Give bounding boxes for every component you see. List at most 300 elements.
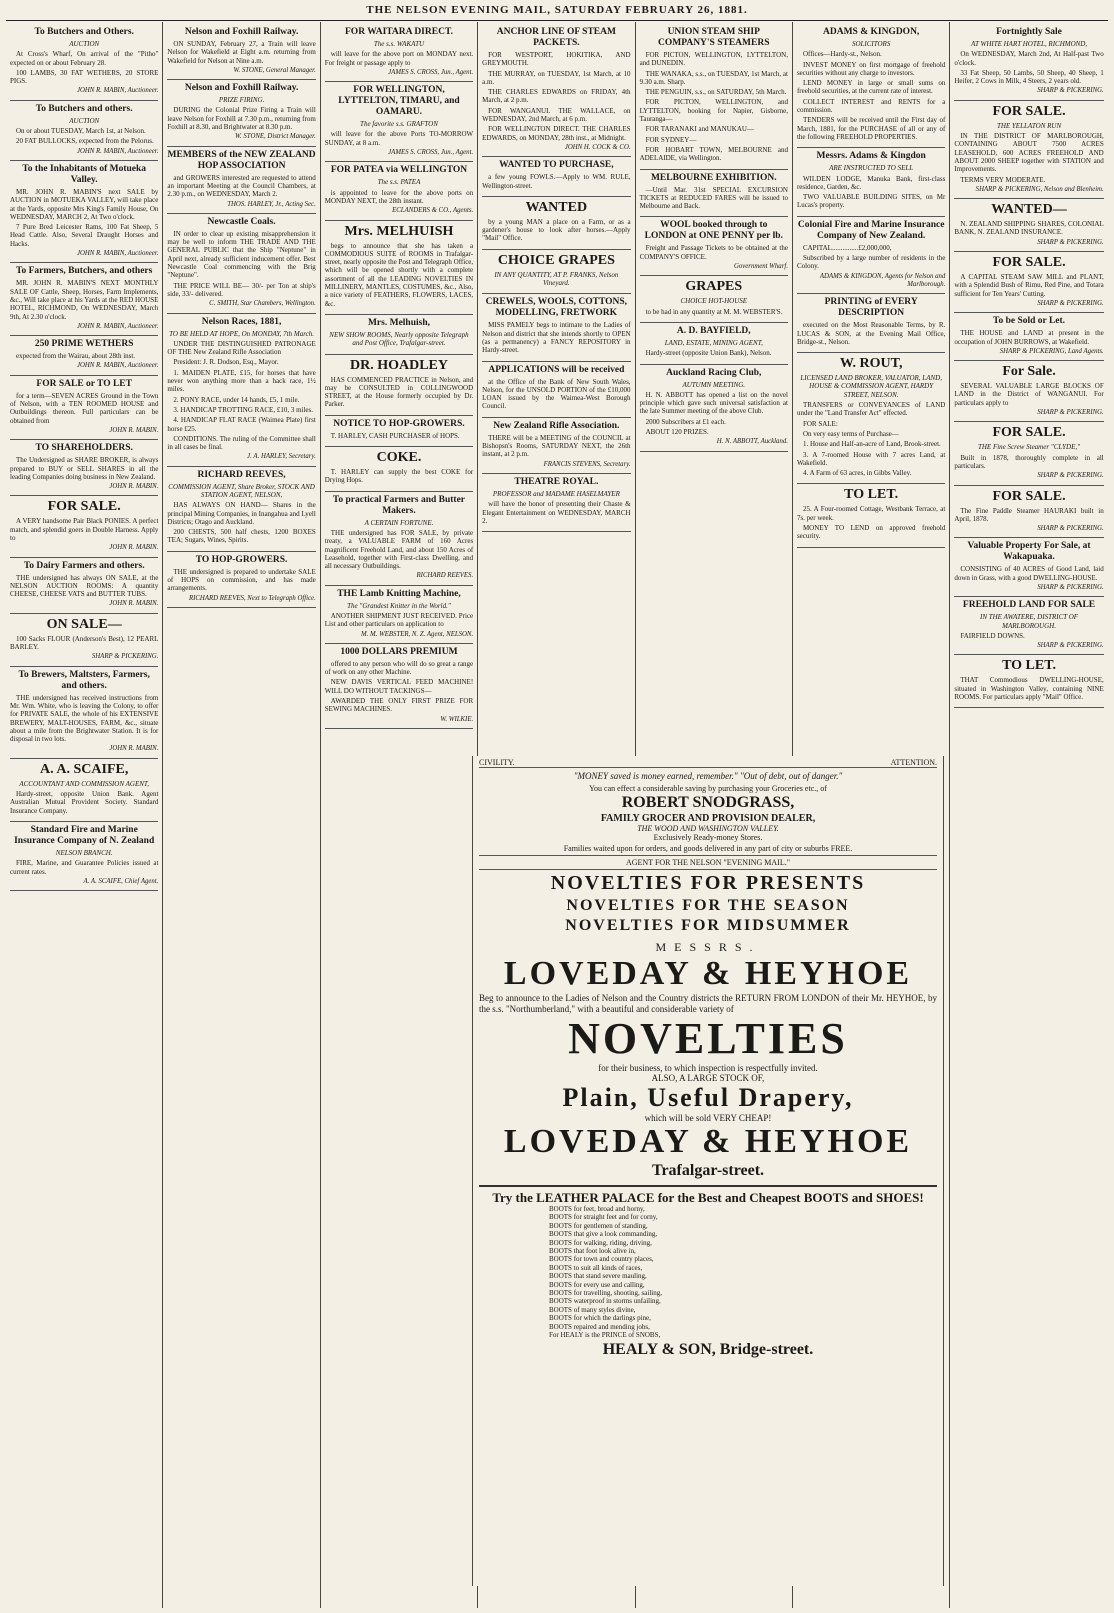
- grocer-place: THE WOOD AND WASHINGTON VALLEY.: [637, 824, 779, 833]
- advertisement: [640, 323, 788, 365]
- ad-signature: JOHN R. MABIN, Auctioneer.: [76, 87, 159, 95]
- ad-text: —Until Mar. 31st SPECIAL EXCURSION TICKETS at REDUCED FARES will be issued to Melbourne and Back.: [639, 185, 788, 211]
- ad-text: THE PRICE WILL BE— 30/- per Ton at ship's side, 33/- delivered.: [167, 281, 316, 298]
- ad-title: WANTED: [525, 199, 588, 215]
- ad-subtitle: CHOICE HOT-HOUSE: [680, 297, 748, 306]
- ad-signature: JOHN R. MABIN.: [109, 426, 159, 434]
- advertisement: [482, 250, 630, 295]
- boots-line: BOOTS for gentlemen of standing,: [549, 1221, 648, 1230]
- ad-text: 3. HANDICAP TROTTING RACE, £10, 3 miles.: [173, 405, 314, 414]
- ad-text: FOR PICTON, WELLINGTON, and LYTTELTON, booking for Napier, Gisborne, Tauranga—: [639, 98, 788, 124]
- ad-title: TO SHAREHOLDERS.: [35, 443, 133, 454]
- advertisement: [640, 365, 788, 452]
- ad-text: Hardy-street, opposite Union Bank. Agent Australian Mutual Provident Society. Standard Insurance Company.: [10, 790, 159, 815]
- ad-title: RICHARD REEVES,: [197, 469, 286, 480]
- ad-text: TENDERS will be received until the First day of March, 1881, for the PURCHASE of all or any of the following FREEHOLD PROPERTIES.: [796, 116, 946, 141]
- ad-title: FREEHOLD LAND FOR SALE: [962, 600, 1096, 611]
- advertisement: [797, 148, 945, 216]
- ad-subtitle: ARE INSTRUCTED TO SELL: [829, 164, 914, 173]
- advertisement: [167, 552, 315, 608]
- ad-text: THE HOUSE and LAND at present in the occupation of JOHN BURROWS, at Wakefield.: [954, 329, 1104, 346]
- ad-text: will leave for the above Ports TO-MORROW SUNDAY, at 8 a.m.: [324, 130, 474, 147]
- boots-line: BOOTS for which the darlings pine,: [549, 1314, 651, 1323]
- ad-signature: JOHN R. MABIN, Auctioneer.: [76, 250, 159, 258]
- ad-signature: JOHN R. MABIN.: [109, 544, 159, 552]
- firm-name-2: LOVEDAY & HEYHOE: [503, 1123, 913, 1160]
- ad-subtitle: AUCTION: [69, 40, 100, 48]
- ad-text: 100 Sacks FLOUR (Anderson's Best), 12 PEARL BARLEY.: [10, 634, 159, 652]
- ad-title: Nelson and Foxhill Railway.: [184, 83, 299, 94]
- ad-text: THE PENGUIN, s.s., on SATURDAY, 5th March.: [645, 88, 787, 97]
- ad-subtitle: THE Fine Screw Steamer "CLYDE,": [977, 443, 1081, 452]
- advertisement: [325, 492, 473, 586]
- ad-signature: JOHN R. MABIN.: [109, 600, 159, 608]
- ad-title: To Farmers, Butchers, and others: [16, 266, 153, 277]
- novelties-presents: NOVELTIES FOR PRESENTS: [550, 872, 866, 894]
- boots-line: BOOTS for town and country places,: [549, 1255, 654, 1264]
- ad-subtitle: IN THE AWATERE, DISTRICT OF MARLBOROUGH.: [979, 613, 1079, 630]
- ad-text: 2. PONY RACE, under 14 hands, £5, 1 mile.: [173, 395, 300, 404]
- ad-text: MISS PAMELY begs to intimate to the Ladies of Nelson and district that she intends shortly to OPEN (as a permanency) a FANCY REPOSITORY in Hardy-street.: [482, 321, 631, 355]
- boots-line: BOOTS waterproof in storms unfailing,: [549, 1297, 661, 1306]
- ad-title: UNION STEAM SHIP COMPANY'S STEAMERS: [658, 27, 770, 48]
- advertisement: [325, 315, 473, 355]
- ad-title: Nelson Races, 1881,: [201, 316, 282, 327]
- firm-street: Trafalgar-street.: [651, 1162, 765, 1179]
- ad-text: THE undersigned has always ON SALE, at the NELSON AUCTION ROOMS: A quantity CHEESE, CHEESE VATS and BUTTER TUBS.: [10, 573, 159, 599]
- novelties-headline: NOVELTIES: [568, 1014, 848, 1063]
- ad-signature: C. SMITH, Star Chambers, Wellington.: [209, 300, 316, 308]
- advertisement: [954, 538, 1103, 597]
- ad-text: THE CHARLES EDWARDS on FRIDAY, 4th March, at 2 p.m.: [482, 88, 631, 105]
- ad-subtitle: AUCTION: [69, 116, 100, 125]
- ad-signature: JOHN R. MABIN, Auctioneer.: [76, 147, 159, 155]
- ad-text: CONDITIONS. The ruling of the Committee shall in all cases be final.: [167, 434, 316, 452]
- advertisement: [482, 157, 630, 197]
- ad-text: HAS ALWAYS ON HAND— Shares in the principal Mining Companies, in Inangahua and Lyell Districts; Otago and Auckland.: [167, 501, 316, 526]
- ad-subtitle: TO BE HELD AT HOPE, On MONDAY, 7th March.: [169, 329, 315, 338]
- ad-text: TERMS VERY MODERATE.: [960, 175, 1046, 184]
- ad-text: FAIRFIELD DOWNS.: [960, 631, 1025, 640]
- ad-text: FOR SALE:: [802, 419, 838, 428]
- drapery-headline: Plain, Useful Drapery,: [562, 1083, 854, 1112]
- advertisement: [954, 422, 1103, 485]
- ad-signature: SHARP & PICKERING.: [1037, 87, 1104, 95]
- ad-text: a few young FOWLS.—Apply to WM. RULE, Wellington-street.: [482, 173, 631, 190]
- ad-title: Mrs. Melhuish,: [367, 317, 430, 328]
- ad-title: FOR PATEA via WELLINGTON: [330, 165, 468, 176]
- ad-signature: JOHN R. MABIN, Auctioneer.: [76, 362, 159, 370]
- advertisement: [640, 276, 788, 323]
- ad-text: ANOTHER SHIPMENT JUST RECEIVED. Price List and other particulars on application to: [324, 611, 474, 629]
- ad-text: On or about TUESDAY, March 1st, at Nelson.: [16, 127, 146, 136]
- ad-text: ABOUT 120 PRIZES.: [645, 428, 709, 437]
- ad-text: SEVERAL VALUABLE LARGE BLOCKS OF LAND in the District of WANGANUI. For particulars apply to: [954, 382, 1104, 407]
- ad-text: INVEST MONEY on first mortgage of freehold securities without any charge to investors.: [796, 60, 946, 77]
- healy-signature: HEALY & SON, Bridge-street.: [602, 1340, 814, 1358]
- ad-text: THERE will be a MEETING of the COUNCIL at Bishopsn's Rooms, SATURDAY NEXT, the 26th instant, at 2 p.m.: [482, 433, 631, 459]
- ad-text: executed on the Most Reasonable Terms, by R. LUCAS & SON, at the Evening Mail Office, Bridge-st., Nelson.: [796, 321, 946, 346]
- ad-text: FOR SYDNEY—: [645, 135, 697, 144]
- ad-title: To be Sold or Let.: [993, 316, 1066, 327]
- ad-text: TRANSFERS or CONVEYANCES of LAND under the "Land Transfer Act" effected.: [796, 401, 946, 418]
- ad-subtitle: LICENSED LAND BROKER, VALUATOR, LAND, HOUSE & COMMISSION AGENT, HARDY STREET, NELSON.: [800, 374, 942, 399]
- ad-text: FIRE, Marine, and Guarantee Policies issued at current rates.: [10, 859, 159, 876]
- ad-subtitle: AT WHITE HART HOTEL, RICHMOND,: [970, 40, 1088, 48]
- ad-title: To Brewers, Maltsters, Farmers, and others.: [18, 669, 150, 691]
- ad-subtitle: THE YELLATON RUN: [996, 121, 1062, 130]
- ad-subtitle: The s.s. PATEA: [377, 178, 421, 187]
- advertisement: [954, 101, 1103, 199]
- advertisement: [797, 353, 945, 484]
- advertisement: [10, 822, 158, 891]
- advertisement: [325, 644, 473, 729]
- boots-line: For HEALY is the PRINCE of SNOBS,: [549, 1331, 661, 1340]
- ad-signature: A. A. SCAIFE, Chief Agent.: [83, 877, 159, 885]
- ad-title: FOR WELLINGTON, LYTTELTON, TIMARU, and OAMARU.: [338, 85, 460, 118]
- ad-signature: W. STONE, District Manager.: [234, 133, 316, 141]
- ad-title: To Butchers and Others.: [34, 27, 134, 37]
- ad-title: For Sale.: [1002, 364, 1056, 380]
- ad-text: WILDEN LODGE, Manuka Bank, first-class residence, Garden, &c.: [796, 174, 946, 191]
- ad-title: TO LET.: [844, 487, 899, 503]
- boots-line: BOOTS for feet, broad and horny,: [549, 1205, 645, 1213]
- ad-signature: ADAMS & KINGDON, Agents for Nelson and Marlborough.: [819, 272, 946, 288]
- advertisement: [10, 667, 158, 759]
- ad-text: COLLECT INTEREST and RENTS for a commission.: [796, 97, 946, 115]
- advertisement: [167, 467, 315, 552]
- ad-title: 1000 DOLLARS PREMIUM: [340, 646, 458, 657]
- advertisement: [482, 197, 630, 250]
- ad-text: 25. A Four-roomed Cottage, Westbank Terrace, at 7s. per week.: [796, 505, 946, 522]
- ad-text: 4. HANDICAP FLAT RACE (Waimea Plate) first horse £25.: [167, 416, 316, 433]
- grocer-note: Families waited upon for orders, and goods delivered in any part of city or suburbs FREE.: [563, 844, 853, 853]
- ad-title: CHOICE GRAPES: [497, 252, 615, 268]
- firm-announcement: Beg to announce to the Ladies of Nelson and the Country districts the RETURN FROM LONDON of their Mr. HEYHOE, by the s.s. "Northumberland," with a beautiful and considerable variety of: [479, 993, 937, 1014]
- ad-signature: H. N. ABBOTT, Auckland.: [716, 438, 788, 446]
- ad-title: TO LET.: [1002, 658, 1057, 674]
- messrs: MESSRS.: [655, 940, 761, 954]
- ad-text: AWARDED THE ONLY FIRST PRIZE FOR SEWING MACHINES.: [324, 697, 474, 714]
- column-1: [6, 22, 163, 1608]
- ad-title: Messrs. Adams & Kingdon: [816, 151, 926, 162]
- ad-signature: J. A. HARLEY, Secretary.: [247, 453, 316, 461]
- ad-signature: W. STONE, General Manager.: [233, 66, 316, 74]
- boots-line: BOOTS that foot look alive in,: [549, 1247, 636, 1256]
- ad-text: At Cross's Wharf, On arrival of the "Pitho" expected on or about February 28.: [10, 50, 159, 67]
- ad-text: and GROWERS interested are requested to attend an important Meeting at the Council Chambers, at 2.30 p.m., on WEDNESDAY, March 2.: [167, 173, 316, 199]
- advertisement: [325, 355, 473, 416]
- ad-text: UNDER THE DISTINGUISHED PATRONAGE OF THE New Zealand Rifle Association: [167, 339, 316, 357]
- advertisement: [797, 484, 945, 547]
- ad-title: A. D. BAYFIELD,: [676, 325, 751, 336]
- ad-title: FOR SALE.: [47, 499, 121, 515]
- novelties-season: NOVELTIES FOR THE SEASON: [566, 897, 850, 914]
- ad-title: APPLICATIONS will be received: [488, 364, 625, 375]
- advertisement: [482, 362, 630, 418]
- ad-text: H. N. ABBOTT has opened a list on the novel principle which gave such universal satisfaction at the late Summer meeting of the above Club.: [639, 390, 788, 416]
- ad-text: 20 FAT BULLOCKS, expected from the Pelorus.: [16, 137, 154, 146]
- ad-text: by a young MAN a place on a Farm, or as a gardener's house to look after horses.—Apply "Mail" Office.: [482, 217, 631, 243]
- ad-subtitle: A CERTAIN FORTUNE.: [364, 518, 434, 527]
- ad-signature: JOHN R. MABIN, Auctioneer.: [76, 322, 159, 330]
- ad-title: DR. HOADLEY: [349, 357, 448, 373]
- ad-text: will leave for the above port on MONDAY next. For freight or passage apply to: [324, 50, 474, 67]
- ad-subtitle: The s.s. WAKATU: [373, 40, 425, 48]
- inspection-note: for their business, to which inspection is respectfully invited.: [598, 1063, 818, 1073]
- ad-signature: JOHN H. COCK & CO.: [564, 143, 631, 151]
- ad-text: LEND MONEY in large or small sums on freehold securities, at the current rate of interest.: [796, 79, 946, 96]
- ad-title: Standard Fire and Marine Insurance Company of N. Zealand: [14, 824, 155, 846]
- ad-title: FOR SALE.: [992, 103, 1066, 119]
- ad-text: for a term—SEVEN ACRES Ground in the Town of Nelson, with a TEN ROOMED HOUSE and Outbuildings thereon. Full particulars can be obtained from: [10, 391, 159, 425]
- ad-text: CONSISTING of 40 ACRES of Good Land, laid down in Grass, with a good DWELLING-HOUSE.: [954, 565, 1104, 582]
- advertisement: [325, 221, 473, 315]
- cheap-note: which will be sold VERY CHEAP!: [644, 1113, 772, 1123]
- ad-text: 1. MAIDEN PLATE, £15, for horses that have never won anything more than a hack race, 1½ miles.: [167, 368, 316, 394]
- ad-title: THE Lamb Knitting Machine,: [337, 588, 461, 599]
- advertisement: [10, 558, 158, 614]
- ad-text: IN THE DISTRICT OF MARLBOROUGH, CONTAINING ABOUT 7500 ACRES LEASEHOLD, 600 ACRES FREEHOLD AND ABOUT 2000 SHEEP together with STATION and Improvements.: [954, 132, 1104, 174]
- advertisement: [797, 24, 945, 148]
- advertisement: [10, 336, 158, 376]
- ad-subtitle: SOLICITORS: [851, 40, 891, 48]
- advertisement: [167, 24, 315, 80]
- ad-title: Mrs. MELHUISH: [344, 223, 454, 239]
- ad-text: President: J. R. Dodson, Esq., Mayor.: [173, 358, 279, 367]
- ad-text: at the Office of the Bank of New South Wales, Nelson, for the UNSOLD PORTION of the £10,000 LOAN issued by the Waimea-West Borough Council.: [482, 377, 631, 411]
- ad-signature: SHARP & PICKERING, Nelson and Blenheim.: [975, 185, 1104, 193]
- advertisement: [954, 199, 1103, 252]
- advertisement: [10, 614, 158, 667]
- ad-text: THE undersigned is prepared to undertake SALE of HOPS on commission, and has made arrangements.: [167, 567, 316, 593]
- ad-title: Newcastle Coals.: [207, 216, 276, 227]
- ad-text: FOR WESTPORT, HOKITIKA, AND GREYMOUTH.: [482, 51, 631, 68]
- ad-text: Freight and Passage Tickets to be obtained at the COMPANY'S OFFICE.: [639, 244, 788, 261]
- ad-text: THE undersigned has FOR SALE, by private treaty, a VALUABLE FARM of 160 Acres magnificent Freehold Land, and about 150 Acres of Leasehold, together with First-class Dwelling, and all necessary Outbuildings.: [324, 528, 474, 571]
- ad-title: Colonial Fire and Marine Insurance Company of New Zealand.: [797, 219, 945, 241]
- ad-title: 250 PRIME WETHERS: [34, 339, 134, 350]
- advertisement: [797, 294, 945, 353]
- ad-signature: JOHN R. MABIN.: [109, 745, 159, 753]
- ad-title: WOOL booked through to LONDON at ONE PENNY per lb.: [644, 220, 783, 242]
- ad-title: CREWELS, WOOLS, COTTONS, MODELLING, FRETWORK: [485, 297, 628, 319]
- ad-signature: RICHARD REEVES.: [416, 572, 474, 580]
- ad-text: N. ZEALAND SHIPPING SHARES, COLONIAL BANK, N. ZEALAND INSURANCE.: [954, 220, 1104, 237]
- ad-text: MONEY TO LEND on approved freehold security.: [796, 523, 946, 541]
- ad-text: A CAPITAL STEAM SAW MILL and PLANT, with a Splendid Bush of Rimu, Red Pine, and Totara sufficient for Ten Years' Cutting.: [954, 273, 1104, 298]
- ad-text: offered to any person who will do so great a range of work on any other Machine.: [324, 659, 474, 677]
- ad-text: 200 CHESTS, 500 half chests, 1200 BOXES TEA; Sugars, Wines, Spirits.: [167, 528, 316, 545]
- ad-subtitle: The "Grandest Knitter in the World.": [347, 601, 451, 610]
- ad-signature: SHARP & PICKERING.: [1037, 525, 1104, 533]
- civility-label: CIVILITY.: [479, 758, 515, 767]
- boots-line: BOOTS repaired and mending jobs,: [549, 1322, 650, 1331]
- ad-text: HAS COMMENCED PRACTICE in Nelson, and may be CONSULTED in COLLINGWOOD STREET, at the House formerly occupied by Dr. Parker.: [324, 375, 474, 409]
- advertisement: [954, 252, 1103, 313]
- ad-text: THE MURRAY, on TUESDAY, 1st March, at 10 a.m.: [482, 69, 631, 86]
- grocer-name: ROBERT SNODGRASS,: [621, 794, 795, 811]
- ad-subtitle: COMMISSION AGENT, Share Broker, STOCK AND STATION AGENT, NELSON,: [168, 482, 315, 499]
- ad-text: 2000 Subscribers at £1 each.: [645, 417, 726, 426]
- ad-subtitle: LAND, ESTATE, MINING AGENT,: [664, 338, 763, 347]
- advertisement: [954, 24, 1103, 101]
- ad-text: FOR PICTON, WELLINGTON, LYTTELTON, and DUNEDIN.: [639, 51, 788, 68]
- boots-line: BOOTS that give a look commanding,: [549, 1230, 658, 1239]
- boots-line: BOOTS for straight feet and for corny,: [549, 1213, 658, 1222]
- advertisement: [10, 496, 158, 557]
- advertisement: [325, 447, 473, 492]
- ad-subtitle: AUTUMN MEETING.: [682, 380, 746, 389]
- advertisement: [954, 313, 1103, 361]
- advertisement: [325, 586, 473, 644]
- ad-text: 100 LAMBS, 30 FAT WETHERS, 20 STORE PIGS.: [10, 68, 159, 86]
- ad-title: WANTED—: [991, 202, 1067, 218]
- ad-text: THAT Commodious DWELLING-HOUSE, situated in Washington Valley, containing NINE ROOMS. For particulars apply "Mail" Office.: [954, 676, 1104, 702]
- ad-text: T. HARLEY can supply the best COKE for Drying Hops.: [324, 468, 474, 485]
- advertisement: [10, 101, 158, 161]
- ad-text: Subscribed by a large number of residents in the Colony.: [796, 254, 946, 271]
- ad-text: On WEDNESDAY, March 2nd, At Half-past Two o'clock.: [954, 50, 1104, 67]
- ad-signature: JAMES S. CROSS, Jun., Agent.: [388, 68, 474, 76]
- advertisement: [10, 161, 158, 263]
- ad-text: NEW DAVIS VERTICAL FEED MACHINE! WILL DO WITHOUT TACKINGS—: [324, 678, 474, 695]
- column-7: [950, 22, 1107, 1608]
- advertisement: [10, 759, 158, 822]
- ad-text: Offices—Hardy-st., Nelson.: [802, 50, 882, 59]
- boots-line: BOOTS of many styles divine,: [549, 1305, 636, 1314]
- ad-signature: SHARP & PICKERING.: [1037, 642, 1104, 650]
- ad-title: PRINTING of EVERY DESCRIPTION: [824, 297, 918, 319]
- ad-text: ON SUNDAY, February 27, a Train will leave Nelson for Wakefield at Eight a.m. returning from Wakefield for Nelson at Nine a.m.: [167, 40, 316, 65]
- advertisement: [10, 263, 158, 336]
- ad-text: is appointed to leave for the above ports on MONDAY NEXT, the 28th instant.: [324, 188, 474, 205]
- ad-subtitle: IN ANY QUANTITY, AT P. FRANKS, Nelson Vineyard.: [494, 270, 619, 288]
- ad-text: A VERY handsome Pair Black PONIES. A perfect match, and splendid goers in Double Harness. Apply to: [10, 517, 159, 542]
- column-2: [163, 22, 320, 1608]
- ad-text: FOR TARANAKI and MANUKAU—: [645, 125, 754, 134]
- ad-subtitle: NEW SHOW ROOMS, Nearly opposite Telegraph and Post Office, Trafalgar-street.: [329, 330, 469, 348]
- novelties-midsummer: NOVELTIES FOR MIDSUMMER: [565, 917, 851, 934]
- ad-signature: THOS. HARLEY, Jr., Acting Sec.: [227, 200, 316, 208]
- ad-title: WANTED TO PURCHASE,: [499, 160, 614, 171]
- ad-text: FOR WELLINGTON DIRECT. THE CHARLES EDWARDS, on MONDAY, 28th inst., at Midnight.: [482, 125, 631, 142]
- ad-title: THEATRE ROYAL.: [514, 476, 599, 487]
- grocer-trade: FAMILY GROCER AND PROVISION DEALER,: [600, 813, 816, 824]
- ad-title: TO HOP-GROWERS.: [195, 554, 288, 565]
- ad-signature: M. M. WEBSTER, N. Z. Agent, NELSON.: [360, 630, 474, 638]
- ad-title: FOR SALE.: [992, 255, 1066, 271]
- ad-title: ON SALE—: [46, 616, 122, 632]
- ad-subtitle: PRIZE FIRING.: [218, 96, 265, 105]
- advertisement: [325, 82, 473, 162]
- ad-title: A. A. SCAIFE,: [40, 761, 129, 777]
- advertisement: [640, 24, 788, 170]
- feature-block: [472, 756, 944, 1586]
- ad-text: expected from the Wairau, about 28th inst.: [16, 352, 136, 361]
- ad-title: FOR SALE.: [992, 425, 1066, 441]
- ad-text: TWO VALUABLE BUILDING SITES, on Mr Lucas's property.: [796, 193, 946, 210]
- ad-text: The Undersigned as SHARE BROKER, is always prepared to BUY or SELL SHARES in all the leading Companies doing business in New Zealand.: [10, 456, 159, 481]
- advertisement: [482, 294, 630, 361]
- advertisement: [10, 24, 158, 101]
- ad-title: MELBOURNE EXHIBITION.: [650, 172, 777, 183]
- advertisement: [10, 440, 158, 496]
- ad-title: ANCHOR LINE OF STEAM PACKETS.: [496, 27, 616, 48]
- advertisement: [954, 655, 1103, 708]
- ad-text: IN order to clear up existing misapprehension it may be well to inform THE TRADE AND THE GENERAL PUBLIC that the Ship "Neptune" in April next, already sufficient inducement offer. Best Newcastle Coal commencing with the Brig "Neptune".: [167, 229, 316, 280]
- advertisement: [167, 314, 315, 467]
- ad-signature: SHARP & PICKERING.: [1037, 299, 1104, 307]
- ad-text: 3. A 7-roomed House with 7 acres Land, at Wakefield.: [796, 450, 946, 467]
- ad-text: CAPITAL...............£2,000,000,: [802, 243, 892, 252]
- ad-signature: SHARP & PICKERING.: [91, 653, 159, 661]
- ad-text: 4. A Farm of 63 acres, in Gibbs Valley.: [802, 469, 912, 478]
- ad-text: THE WANAKA, s.s., on TUESDAY, 1st March, at 9.30 a.m. Sharp.: [639, 69, 788, 86]
- boots-list: [479, 1205, 937, 1340]
- ad-text: Built in 1878, thoroughly complete in all particulars.: [954, 453, 1104, 470]
- ad-title: ADAMS & KINGDON,: [822, 27, 920, 37]
- advertisement: [325, 24, 473, 82]
- ad-subtitle: ACCOUNTANT AND COMMISSION AGENT,: [19, 779, 150, 788]
- ad-title: To the Inhabitants of Motueka Valley.: [22, 163, 147, 185]
- ad-signature: FRANCIS STEVENS, Secretary.: [543, 460, 631, 468]
- ad-text: 7 Pure Bred Leicester Rams, 100 Fat Sheep, 5 Head Cattle. Also, Several Draught Horses and Hacks.: [10, 223, 159, 248]
- ad-signature: JOHN R. MABIN.: [109, 483, 159, 491]
- ad-text: DURING the Colonial Prize Firing a Train will leave Nelson for Foxhill at 7.30 p.m., returning from Foxhill at 8.30, and Brightwater at 8.30 p.m.: [167, 106, 316, 132]
- boots-line: BOOTS for walking, riding, driving,: [549, 1238, 652, 1247]
- ad-text: FOR WANGANUI. THE WALLACE, on WEDNESDAY, 2nd March, at 6 p.m.: [482, 106, 631, 124]
- ad-signature: SHARP & PICKERING.: [1037, 472, 1104, 480]
- ad-signature: SHARP & PICKERING, Land Agents.: [999, 347, 1104, 355]
- ad-title: To Butchers and others.: [35, 103, 133, 114]
- advertisement: [954, 361, 1103, 422]
- ad-title: W. ROUT,: [839, 356, 903, 372]
- ad-text: On very easy terms of Purchase—: [802, 429, 899, 438]
- column-3: [321, 22, 478, 1608]
- ad-text: The Fine Paddle Steamer HAURAKI built in April, 1878.: [954, 506, 1104, 523]
- advertisement: [797, 217, 945, 294]
- ad-title: GRAPES: [685, 279, 743, 295]
- advertisement: [10, 376, 158, 440]
- grocer-intro: You can effect a considerable saving by purchasing your Groceries etc., of: [589, 784, 827, 793]
- advertisement: [325, 416, 473, 447]
- also-note: ALSO, A LARGE STOCK OF,: [651, 1073, 765, 1083]
- ad-text: 33 Fat Sheep, 50 Lambs, 50 Sheep, 40 Sheep, 1 Heifer, 2 Cows in Milk, 4 Steers, 2 years old.: [954, 68, 1104, 86]
- ad-title: NOTICE TO HOP-GROWERS.: [333, 418, 465, 429]
- ad-text: to be had in any quantity at M. M. WEBSTER'S.: [645, 307, 783, 316]
- ad-title: Auckland Racing Club,: [666, 367, 762, 378]
- ad-text: will have the honor of presenting their Chaste & Elegant Entertainment on WEDNESDAY, MARCH 2.: [482, 500, 631, 525]
- ad-title: FOR SALE or TO LET: [36, 378, 132, 389]
- boots-line: BOOTS for travelling, shooting, sailing,: [549, 1289, 662, 1298]
- ad-text: 1. House and Half-an-acre of Land, Brook-street.: [802, 440, 941, 449]
- ad-text: THE undersigned has received instructions from Mr. Wm. White, who is leaving the Colony, to offer for PRIVATE SALE, the whole of his EXTENSIVE BREWERY, MALT-HOUSES, FARM, &c., situate about a mile from the Brightwater Station. It is for disposal in two lots.: [10, 693, 159, 744]
- ad-signature: W. WILKIE.: [440, 715, 474, 723]
- ad-signature: JAMES S. CROSS, Jun., Agent.: [388, 149, 474, 157]
- advertisement: [482, 418, 630, 474]
- advertisement: [640, 217, 788, 276]
- grocer-terms: Exclusively Ready-money Stores.: [653, 833, 763, 842]
- ad-text: Hardy-street (opposite Union Bank), Nelson.: [645, 349, 772, 358]
- boots-line: BOOTS for every use and calling,: [549, 1280, 645, 1289]
- advertisement: [954, 486, 1103, 539]
- ad-signature: ECLANDERS & CO., Agents.: [392, 207, 474, 215]
- advertisement: [482, 474, 630, 532]
- attention-label: ATTENTION.: [890, 758, 937, 767]
- leather-palace-headline: Try the LEATHER PALACE for the Best and Cheapest BOOTS and SHOES!: [479, 1185, 937, 1205]
- boots-line: BOOTS that stand severe mauling,: [549, 1272, 647, 1281]
